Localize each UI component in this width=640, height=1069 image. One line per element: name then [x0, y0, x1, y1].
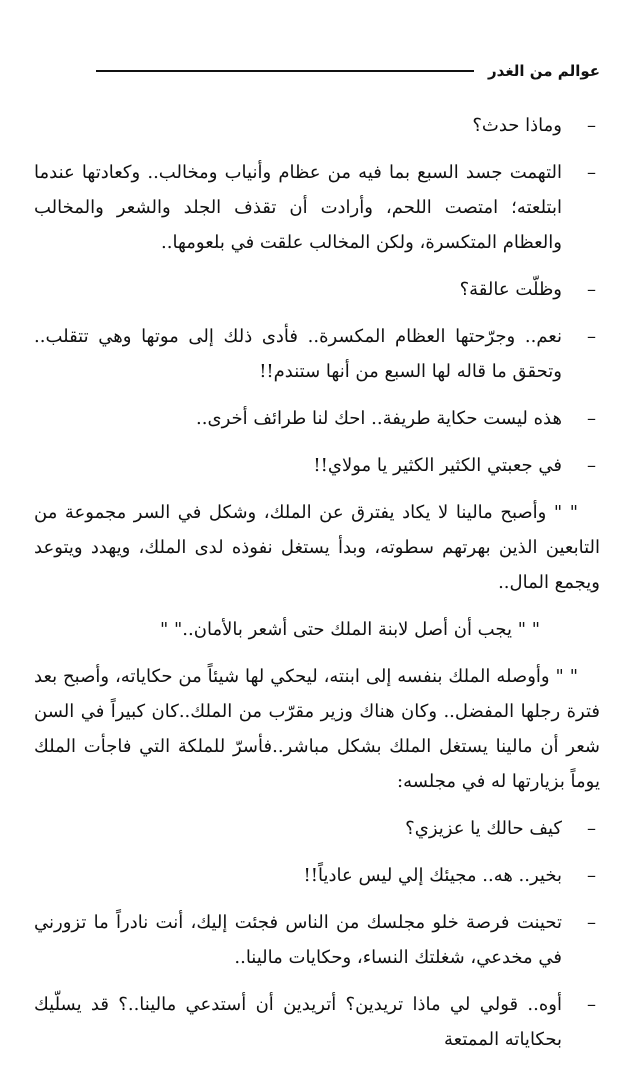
dialog-dash: – — [587, 162, 596, 183]
dialog-line — [34, 108, 600, 143]
book-title: عوالم من الغدر — [488, 62, 600, 80]
dialog-text: أوه.. قولي لي ماذا تريدين؟ أتريدين أن أستدعي مالينا..؟ قد يسلّيك بحكاياته الممتعة — [34, 994, 562, 1050]
page-body — [34, 108, 600, 1069]
dialog-text: هذه ليست حكاية طريفة.. احك لنا طرائف أخرى.. — [196, 408, 562, 429]
quoted-line: " " يجب أن أصل لابنة الملك حتى أشعر بالأمان.." " — [160, 619, 540, 640]
dialog-text: التهمت جسد السبع بما فيه من عظام وأنياب ومخالب.. وكعادتها عندما ابتلعته؛ امتصت اللحم، وأرادت أن تقذف الجلد والشعر والمخالب والعظام المتكسرة، ولكن المخالب علقت في بلعومها.. — [34, 162, 562, 253]
dialog-dash: – — [587, 912, 596, 933]
narrative-paragraph: " " وأصبح مالينا لا يكاد يفترق عن الملك، وشكل في السر مجموعة من التابعين الذين بهرتهم سطوته، وبدأ يستغل نفوذه لدى الملك، ويهدد ويتوعد ويجمع المال.. — [34, 502, 600, 593]
dialog-line — [34, 272, 600, 307]
dialog-line — [34, 155, 600, 260]
dialog-line — [34, 448, 600, 483]
dialog-dash: – — [587, 818, 596, 839]
dialog-line — [34, 811, 600, 846]
header-rule — [96, 70, 474, 72]
narrative-paragraph: " " وأوصله الملك بنفسه إلى ابنته، ليحكي لها شيئاً من حكاياته، وأصبح بعد فترة رجلها المفضل.. وكان هناك وزير مقرّب من الملك..كان كبيراً في السن شعر أن مالينا يستغل الملك بشكل مباشر..فأسرّ للملكة التي فاجأت الملك يوماً بزيارتها له في مجلسه: — [34, 666, 600, 792]
dialog-line — [34, 858, 600, 893]
dialog-dash: – — [587, 408, 596, 429]
dialog-line — [34, 905, 600, 975]
dialog-text: تحينت فرصة خلو مجلسك من الناس فجئت إليك، أنت نادراً ما تزورني في مخدعي، شغلتك النساء، وحكايات مالينا.. — [34, 912, 562, 968]
dialog-dash: – — [587, 455, 596, 476]
dialog-text: وظلّت عالقة؟ — [459, 279, 562, 300]
dialog-line — [34, 401, 600, 436]
dialog-text: وماذا حدث؟ — [472, 115, 562, 136]
dialog-dash: – — [587, 279, 596, 300]
dialog-dash: – — [587, 865, 596, 886]
dialog-line — [34, 319, 600, 389]
dialog-text: كيف حالك يا عزيزي؟ — [405, 818, 562, 839]
dialog-dash: – — [587, 326, 596, 347]
dialog-line — [34, 987, 600, 1057]
dialog-text: نعم.. وجرّحتها العظام المكسرة.. فأدى ذلك إلى موتها وهي تتقلب.. وتحقق ما قاله لها السبع من أنها ستندم!! — [34, 326, 562, 382]
dialog-dash: – — [587, 115, 596, 136]
running-header — [96, 62, 600, 80]
dialog-text: في جعبتي الكثير الكثير يا مولاي!! — [313, 455, 562, 476]
dialog-dash: – — [587, 994, 596, 1015]
dialog-text: بخير.. هه.. مجيئك إلي ليس عادياً!! — [303, 865, 562, 886]
